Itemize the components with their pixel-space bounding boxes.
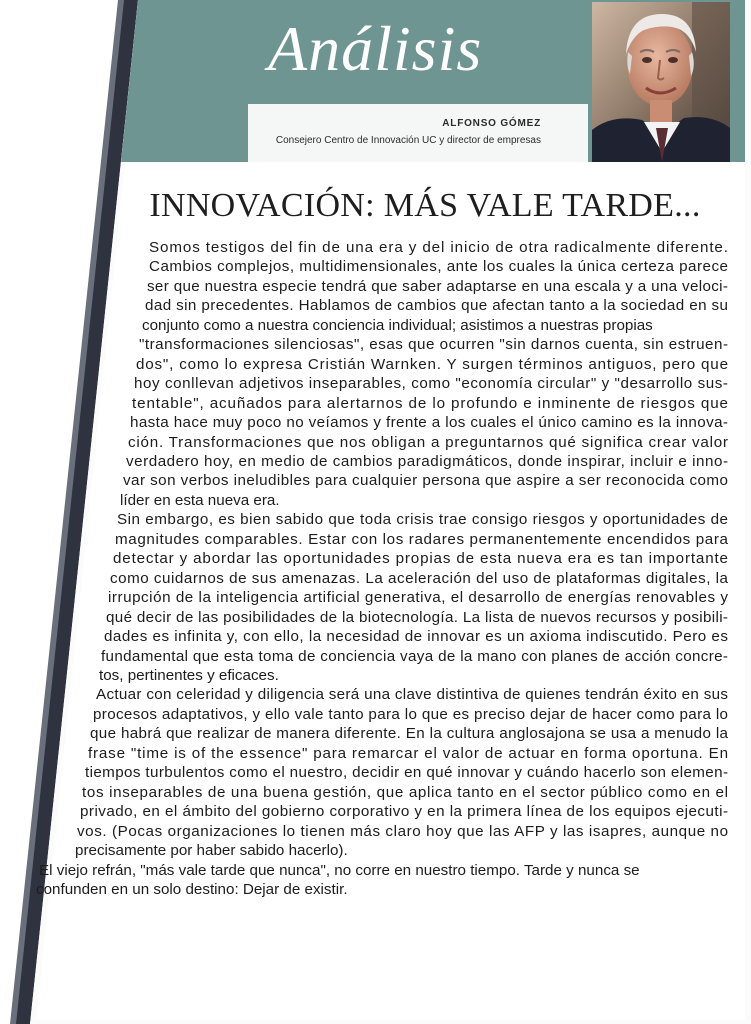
body-line: "transformaciones silenciosas", esas que ocurren "sin darnos cuenta, sin estruen-: [139, 336, 729, 354]
section-title: Análisis: [268, 13, 483, 84]
body-line: Cambios complejos, multidimensionales, ante los cuales la única certeza parece: [149, 258, 729, 276]
body-line: procesos adaptativos, y ello vale tanto para lo que es preciso dejar de hacer como para lo: [93, 705, 729, 723]
body-line: Sin embargo, es bien sabido que toda crisis trae consigo riesgos y oportunidades de: [117, 511, 729, 529]
body-line: líder en esta nueva era.: [120, 491, 280, 509]
body-line: tos inseparables de una buena gestión, que aplica tanto en el sector público como en el: [82, 783, 729, 801]
body-line: precisamente por haber sabido hacerlo).: [75, 842, 348, 860]
author-photo: [592, 2, 730, 162]
body-line: irrupción de la inteligencia artificial generativa, el desarrollo de energías renovables y: [108, 589, 729, 607]
body-line: var son verbos ineludibles para cualquier persona que aspire a ser reconocida como: [123, 472, 729, 490]
body-line: frase "time is of the essence" para remarcar el valor de actuar en forma oportuna. En: [88, 744, 729, 762]
body-line: dades es infinita y, con ello, la necesidad de innovar es un axioma indiscutido. Pero es: [104, 628, 729, 646]
body-line: ción. Transformaciones que nos obligan a preguntarnos qué significa crear valor: [128, 433, 729, 451]
body-line: tentable", acuñados para alertarnos de lo profundo e inminente de riesgos que: [132, 394, 729, 412]
body-line: hasta hace muy poco no veíamos y frente a los cuales el único camino es la innova-: [130, 414, 729, 432]
body-line: que habrá que realizar de manera diferente. En la cultura anglosajona se usa a menudo la: [90, 725, 729, 743]
body-line: como cuidarnos de sus amenazas. La aceleración del uso de plataformas digitales, la: [110, 569, 729, 587]
body-line: detectar y abordar las oportunidades propias de esta nueva era es tan importante: [113, 550, 729, 568]
body-line: tos, pertinentes y eficaces.: [99, 666, 279, 684]
body-line: dos", como lo expresa Cristián Warnken. Y surgen términos antiguos, pero que: [136, 355, 729, 373]
author-name: ALFONSO GÓMEZ: [442, 118, 541, 129]
body-line: qué decir de las posibilidades de la biotecnología. La lista de nuevos recursos y posibili-: [106, 608, 729, 626]
body-line: verdadero hoy, en medio de cambios paradigmáticos, donde inspirar, incluir e inno-: [126, 452, 729, 470]
body-line: ser que nuestra especie tendrá que saber adaptarse en una escala y a una veloci-: [147, 277, 729, 295]
body-line: El viejo refrán, "más vale tarde que nunca", no corre en nuestro tiempo. Tarde y nunca se: [39, 861, 640, 879]
body-line: magnitudes comparables. Estar con los radares permanentemente encendidos para: [115, 530, 729, 548]
body-line: tiempos turbulentos como el nuestro, decidir en qué innovar y cuándo hacerlo son elemen-: [85, 764, 729, 782]
body-line: hoy conllevan adjetivos inseparables, como "economía circular" y "desarrollo sus-: [134, 375, 729, 393]
body-line: vos. (Pocas organizaciones lo tienen más claro hoy que las AFP y las isapres, aunque no: [77, 822, 729, 840]
article-headline: INNOVACIÓN: MÁS VALE TARDE...: [149, 187, 701, 224]
body-line: conjunto como a nuestra conciencia individual; asistimos a nuestras propias: [142, 316, 653, 334]
body-line: Actuar con celeridad y diligencia será una clave distintiva de quienes tendrán éxito en sus: [96, 686, 729, 704]
body-line: privado, en el ámbito del gobierno corporativo y en la primera línea de los equipos ejecuti-: [80, 803, 729, 821]
article-body: [22, 238, 732, 899]
body-line: dad sin precedentes. Hablamos de cambios que afectan tanto a la sociedad en su: [145, 297, 729, 315]
body-line: confunden en un solo destino: Dejar de existir.: [36, 880, 348, 898]
body-line: Somos testigos del fin de una era y del inicio de otra radicalmente diferente.: [149, 239, 729, 256]
author-role: Consejero Centro de Innovación UC y director de empresas: [275, 135, 541, 146]
body-line: fundamental que esta toma de conciencia vaya de la mano con planes de acción concre-: [101, 647, 729, 665]
